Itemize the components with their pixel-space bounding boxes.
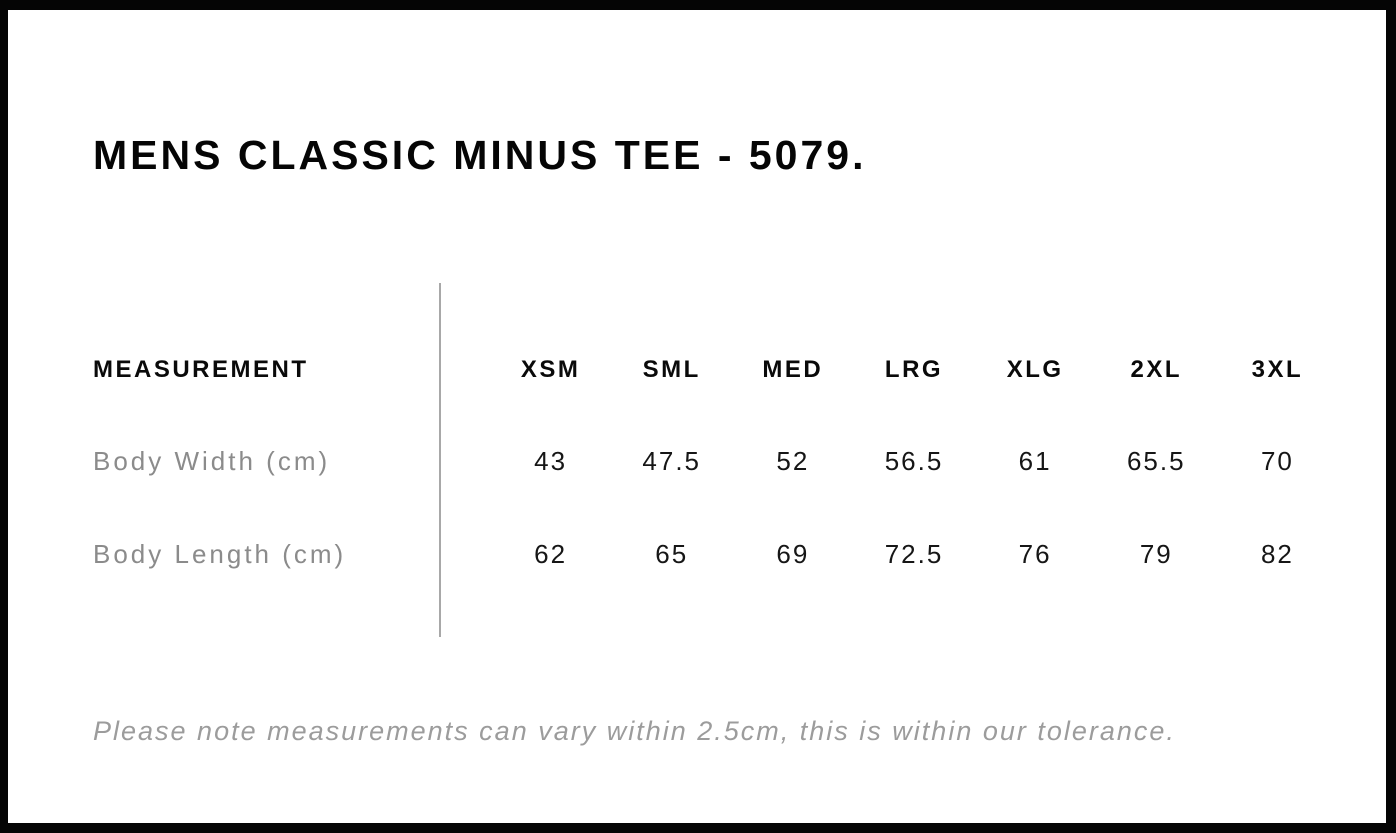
row-label-body-width: Body Width (cm) <box>93 446 331 476</box>
size-header-lrg: LRG <box>884 356 944 383</box>
body-length-values <box>490 536 1338 572</box>
measurement-column-header: MEASUREMENT <box>93 356 309 383</box>
table-header-row <box>8 352 1386 388</box>
size-header-med: MED <box>762 356 824 383</box>
measurement-value: 65 <box>655 539 689 569</box>
measurement-value: 52 <box>776 446 810 476</box>
tolerance-note: Please note measurements can vary within 2.5cm, this is within our tolerance. <box>93 716 1176 746</box>
measurement-value: 70 <box>1260 446 1294 476</box>
measurement-value: 43 <box>534 446 568 476</box>
size-header-xlg: XLG <box>1006 356 1064 383</box>
size-headers <box>490 352 1338 388</box>
page-title: MENS CLASSIC MINUS TEE - 5079. <box>93 132 867 179</box>
measurement-value: 61 <box>1018 446 1052 476</box>
table-row-body-width <box>8 443 1386 479</box>
measurement-value: 79 <box>1139 539 1173 569</box>
table-row-body-length <box>8 536 1386 572</box>
size-header-3xl: 3XL <box>1251 356 1304 383</box>
size-header-xsm: XSM <box>520 356 581 383</box>
size-header-2xl: 2XL <box>1130 356 1183 383</box>
measurement-value: 65.5 <box>1126 446 1186 476</box>
measurement-value: 76 <box>1018 539 1052 569</box>
size-header-sml: SML <box>642 356 701 383</box>
body-width-values <box>490 443 1338 479</box>
row-label-body-length: Body Length (cm) <box>93 539 347 569</box>
measurement-value: 72.5 <box>884 539 944 569</box>
measurement-value: 82 <box>1260 539 1294 569</box>
measurement-value: 47.5 <box>642 446 702 476</box>
measurement-value: 69 <box>776 539 810 569</box>
measurement-value: 62 <box>534 539 568 569</box>
measurement-value: 56.5 <box>884 446 944 476</box>
